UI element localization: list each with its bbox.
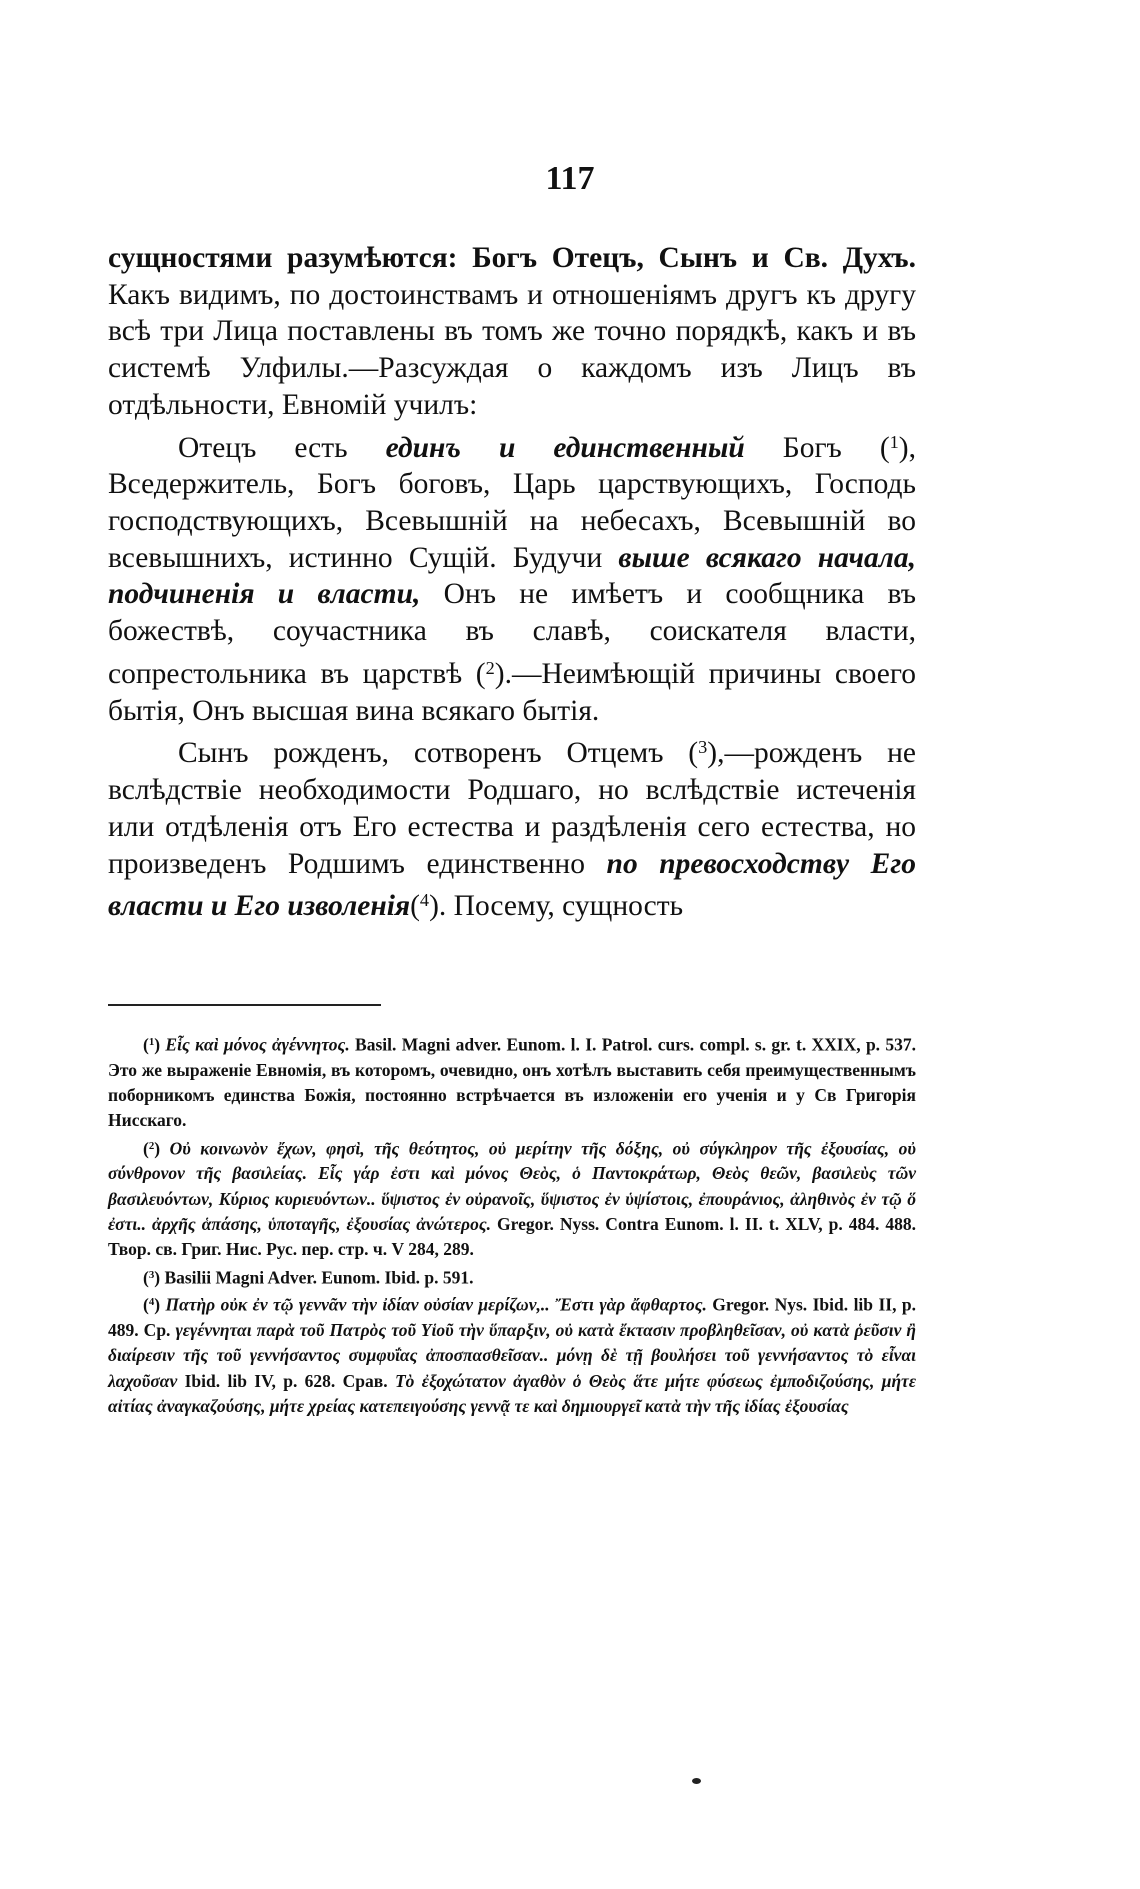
text-run: Онъ не имѣетъ и сообщника въ божествѣ, соучастника въ славѣ, соискателя власти, сопрестольника въ царствѣ (: [108, 578, 916, 691]
main-text: [108, 240, 916, 925]
emphasis-text: по превосходству Его власти и Его изволенія: [108, 847, 916, 923]
footnote-ref: 2: [485, 657, 495, 678]
footnote-ref: 4: [419, 890, 430, 911]
greek-quote: Τὸ ἐξοχώτατον ἀγαθὸν ὁ Θεὸς ἅτε μήτε φύσεως ἐμποδιζούσης, μήτε αἰτίας ἀναγκαζούσης, μήτε χρείας κατεπειγούσης γεννᾷ τε καὶ δημιουργεῖ κατὰ τὴν τῆς ἰδίας ἐξουσίας: [108, 1370, 916, 1416]
paragraph-2: [108, 424, 916, 730]
footnote-number: 4: [148, 1296, 155, 1309]
footnote-ref: 1: [889, 431, 899, 452]
footnote-text: Gregor. Nyss. Contra Eunom. l. II. t. XLV, p. 484. 488. Твор. св. Григ. Нис. Рус. пер. стр. ч. V 284, 289.: [108, 1213, 917, 1260]
footnotes: [108, 1030, 916, 1419]
paragraph-1-body: Какъ видимъ, по достоинствамъ и отношеніямъ другъ къ другу всѣ три Лица поставлены въ томъ же точно порядкѣ, какъ и въ системѣ Улфилы.—Разсуждая о каждомъ изъ Лицъ въ отдѣльности, Евномій училъ:: [108, 278, 916, 421]
page-number: 117: [545, 160, 595, 197]
footnote-4: ($^4$) Πατὴρ οὐκ ἐν τῷ γεννᾶν τὴν ἰδίαν οὐσίαν μερίζων,.. Ἔστι γὰρ ἄφθαρτος. Gregor. Nys. Ibid. lib II, p. 489. Ср. γεγέννηται παρὰ τοῦ Πατρὸς τοῦ Υἱοῦ τὴν ὕπαρξιν, οὐ κατὰ ἔκτασιν προβληθεῖσαν, οὐ κατὰ ῥεῦσιν ἢ διαίρεσιν τῆς τοῦ γεννήσαντος συμφυΐας ἀποσπασθεῖσαν.. μόνῃ δὲ τῇ βουλήσει τοῦ γεννήσαντος τὸ εἶναι λαχοῦσαν Ibid. lib IV, p. 628. Срав. Τὸ ἐξοχώτατον ἀγαθὸν ὁ Θεὸς ἅτε μήτε φύσεως ἐμποδιζούσης, μήτε αἰτίας ἀναγκαζούσης, μήτε χρείας κατεπειγούσης γεννᾷ τε καὶ δημιουργεῖ κατὰ τὴν τῆς ἰδίας ἐξουσίας: [108, 1294, 916, 1416]
greek-quote: Εἷς καὶ μόνος ἀγέννητος.: [165, 1034, 350, 1055]
paragraph-1: [108, 240, 916, 424]
text-run: ),—рожденъ не вслѣдствіе необходимости Родшаго, но вслѣдствіе истеченія или отдѣленія отъ Его естества и раздѣленія сего естества, но произведенъ Родшимъ единственно: [108, 737, 916, 880]
greek-quote: γεγέννηται παρὰ τοῦ Πατρὸς τοῦ Υἱοῦ τὴν ὕπαρξιν, οὐ κατὰ ἔκτασιν προβληθεῖσαν, οὐ κατὰ ῥεῦσιν ἢ διαίρεσιν τῆς τοῦ γεννήσαντος συμφυΐας ἀποσπασθεῖσαν.. μόνῃ δὲ τῇ βουλήσει τοῦ γεννήσαντος τὸ εἶναι λαχοῦσαν: [108, 1319, 916, 1391]
footnote-2: ($^2$) Οὐ κοινωνὸν ἔχων, φησὶ, τῆς θεότητος, οὐ μερίτην τῆς δόξης, οὐ σύγκληρον τῆς ἐξουσίας, οὐ σύνθρονον τῆς βασιλείας. Εἷς γάρ ἐστι καὶ μόνος Θεὸς, ὁ Παντοκράτωρ, Θεὸς θεῶν, βασιλεὺς τῶν βασιλευόντων, Κύριος κυριευόντων.. ὕψιστος ἐν οὐρανοῖς, ὕψιστος ἐν ὑψίστοις, ἐπουράνιος, ἀληθινὸς ἐν τῷ ὅ ἐστι.. ἀρχῆς ἁπάσης, ὑποταγῆς, ἐξουσίας ἀνώτερος. Gregor. Nyss. Contra Eunom. l. II. t. XLV, p. 484. 488. Твор. св. Григ. Нис. Рус. пер. стр. ч. V 284, 289.: [108, 1138, 917, 1260]
emphasis-text: выше всякаго начала, подчиненія и власти,: [108, 541, 916, 611]
footnote-number: 1: [148, 1036, 155, 1048]
paragraph-3: [108, 729, 916, 925]
footnote-1: ($^1$) Εἷς καὶ μόνος ἀγέννητος. Basil. Magni adver. Eunom. l. I. Patrol. curs. compl. s. gr. t. XXIX, p. 537. Это же выраженіе Евномія, въ которомъ, очевидно, онъ хотѣлъ выставить себя преимущественнымъ поборникомъ единства Божія, постоянно встрѣчается въ изложеніи его ученія и у Св Григорія Нисскаго.: [108, 1034, 917, 1131]
footnote-text: Gregor. Nys. Ibid. lib II, p. 489. Ср.: [108, 1294, 916, 1340]
paragraph-1-lead: сущностями разумѣются: Богъ Отецъ, Сынъ и Св. Духъ.: [108, 242, 916, 274]
footnote-number: 2: [148, 1139, 155, 1152]
emphasis-text: единъ и единственный: [385, 431, 745, 464]
text-run: (: [410, 890, 420, 923]
text-run: ). Посему, сущность: [429, 890, 684, 923]
text-run: Сынъ рожденъ, сотворенъ Отцемъ (: [178, 737, 699, 770]
text-run: ), Вседержитель, Богъ боговъ, Царь царствующихъ, Господь господствующихъ, Всевышній на небесахъ, Всевышній во всевышнихъ, истинно Сущій. Будучи: [108, 431, 916, 574]
footnote-text: Basil. Magni adver. Eunom. l. I. Patrol. curs. compl. s. gr. t. XXIX, p. 537. Это же выраженіе Евномія, въ которомъ, очевидно, онъ хотѣлъ выставить себя преимущественнымъ поборникомъ единства Божія, постоянно встрѣчается въ изложеніи его ученія и у Св Григорія Нисскаго.: [108, 1034, 917, 1131]
footnote-ref: 3: [698, 737, 708, 758]
footnote-number: 3: [148, 1268, 155, 1281]
footnote-text: Basilii Magni Adver. Eunom. Ibid. p. 591.: [160, 1266, 474, 1287]
footnote-text: Ibid. lib IV, p. 628. Срав.: [177, 1370, 395, 1391]
footnote-3: ($^3$) Basilii Magni Adver. Eunom. Ibid. p. 591.: [143, 1266, 474, 1287]
ink-speck: [692, 1778, 701, 1784]
text-run: ).—Неимѣющій причины своего бытія, Онъ высшая вина всякаго бытія.: [108, 658, 916, 727]
greek-quote: Οὐ κοινωνὸν ἔχων, φησὶ, τῆς θεότητος, οὐ μερίτην τῆς δόξης, οὐ σύγκληρον τῆς ἐξουσίας, οὐ σύνθρονον τῆς βασιλείας. Εἷς γάρ ἐστι καὶ μόνος Θεὸς, ὁ Παντοκράτωρ, Θεὸς θεῶν, βασιλεὺς τῶν βασιλευόντων, Κύριος κυριευόντων.. ὕψιστος ἐν οὐρανοῖς, ὕψιστος ἐν ὑψίστοις, ἐπουράνιος, ἀληθινὸς ἐν τῷ ὅ ἐστι.. ἀρχῆς ἁπάσης, ὑποταγῆς, ἐξουσίας ἀνώτερος.: [108, 1138, 916, 1234]
footnote-divider: [108, 1004, 381, 1006]
greek-quote: Πατὴρ οὐκ ἐν τῷ γεννᾶν τὴν ἰδίαν οὐσίαν μερίζων,.. Ἔστι γὰρ ἄφθαρτος.: [165, 1294, 707, 1315]
text-run: Богъ (: [744, 431, 890, 464]
text-run: Отецъ есть: [178, 431, 386, 464]
